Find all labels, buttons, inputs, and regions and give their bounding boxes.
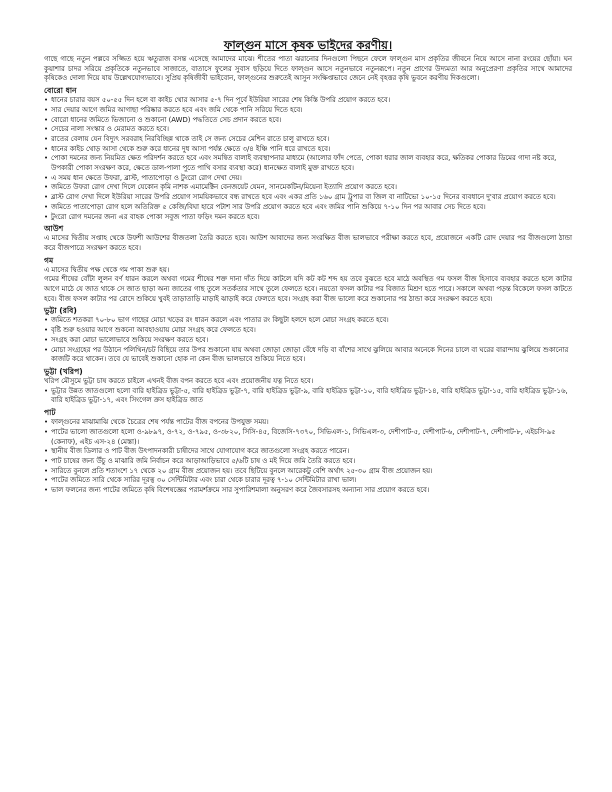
wheat-paragraph-2: গমের শীষের বোঁটা লুলন বর্ণ ধারন করলে অথবা গমের শীষের শক্ত দানা দাঁত দিয়ে কাটলে যদি কট কট শব্দ হয় তবে বুঝতে হবে মাঠে অবস্থিত গম ফসল বীজ হিসাবে ব্যবহার করতে হলে কাটার আগে মাঠে যে জাত থাকে সে জাত ছাড়া অন্য জাতের গাছ তুলে সতর্কতার সাথে তুলে ফেলতে হবে। নয়তো ফসল কাটার পর বিজাত মিশ্রণ হতে পারে। সকালে অথবা পড়ন্ত বিকেলে ফসল কাটতে হবে। বীজ ফসল কাটার পর রোদে শুকিয়ে খুবই তাড়াতাড়ি মাড়াই ঝাড়াই করে ফেলতে হবে। সংগ্রহ করা বীজ ভালো করে শুকানোর পর ঠান্ডা করে সংরক্ষণ করতে হবে। [44,275,572,303]
list-item: • ব্লাস্ট রোগ দেখা দিলে ইউরিয়া সারের উপরি প্রয়োগ সাময়িকভাবে বন্ধ রাখতে হবে এবং একর প্রতি ১৬০ গ্রাম ট্রুপার বা জিল বা নাটিভো ১০-১৫ দিনের ব্যবধানে দু'বার প্রয়োগ করতে হবে। [44,193,572,203]
list-item: • ভাল ফলনের জন্য পাটের জমিতে কৃষি বিশেষজ্ঞের পরামর্শক্রমে সার সুপারিশমালা অনুসরণ করে জৈবসারসহ অন্যান্য সার প্রয়োগ করতে হবে। [44,486,572,496]
list-item: • রাতের বেলায় যেন বিদ্যুৎ সরবরাহ নিরবিচ্ছিন্ন থাকে তাই সে জন্য সেচের মেশিন রাতে চালু রাখতে হবে। [44,135,572,145]
list-item: • বোরো ধানের জমিতে ভিজানো ও শুকানো (AWD) পদ্ধতিতে সেচ প্রদান করতে হবে। [44,116,572,126]
list-item: • ধানের চারার বয়স ৫০-৫৫ দিন হলে বা কাইচ থোর আসার ৫-৭ দিন পূর্বে ইউরিয়া সারের শেষ কিস্তি উপরি প্রয়োগ করতে হবে। [44,96,572,106]
list-item: • পাট চাষের জন্য উঁচু ও মাঝারি জমি নির্বাচন করে আড়াআড়িভাবে ৫/৬টি চাষ ও মই দিয়ে জমি তৈরি করতে হবে। [44,457,572,467]
section-heading-maize-kharif: ভুট্টা (খরিপ) [44,366,83,376]
list-item: • ভুট্টার উন্নত জাতগুলো হলো বারি হাইব্রিড ভুট্টা-৫, বারি হাইব্রিড ভুট্টা-৭, বারি হাইব্রিড ভুট্টা-৯, বারি হাইব্রিড ভুট্টা-১০, বারি হাইব্রিড ভুট্টা-১৪, বারি হাইব্রিড ভুট্টা-১৫, বারি হাইব্রিড ভুট্টা-১৬, বারি হাইব্রিড ভুট্টা-১৭, এবং সিংগেল ক্রস হাইব্রিড জাত [44,387,572,406]
list-item: • সেচের নালা সংস্কার ও মেরামত করতে হবে। [44,125,572,135]
list-item: • পাটের ভালো জাতগুলো হলো ও-৯৮৯৭, ও-৭২, ও-৭৯৫, ও-৩৮২০, সিসি-৪৫, বিজেসি-৭৩৭০, সিভিএল-১, সিভিএল-৩, দেশীপাট-৫, দেশীপাট-৬, দেশীপাট-৭, দেশীপাট-৮, এইচসি-৯৫ (কেনাফ), এইচ এস-২৪ (মেস্তা)। [44,428,572,447]
section-heading-boro: বোরো ধান [44,86,77,96]
list-item: • মোচা সংগ্রহের পর উঠানে পলিথিন/চট বিছিয়ে তার উপর শুকানো যায় অথবা জোড়া জোড়া বেঁধে দড়ি বা বাঁশের সাথে ঝুলিয়ে আবার অনেকে দিনের চালে বা ঘরের বারান্দায় ঝুলিয়ে শুকানোর কাজটি করে থাকেন। তবে যে ভাবেই শুকানো হোক না কেন বীজ ভালভাবে শুকিয়ে নিতে হবে। [44,346,572,365]
section-heading-maize-rabi: ভুট্টা (রবি) [44,306,77,316]
list-item: • জমিতে পাতাপোড়া রোগ হলে অতিরিক্ত ৫ কেজি/বিঘা হারে পটাশ সার উপরি প্রয়োগ করতে হবে এবং জমির পানি শুকিয়ে ৭-১০ দিন পর আবার সেচ দিতে হবে। [44,203,572,213]
list-item: • পাটের জমিতে সারি থেকে সারির দূরত্ব ৩০ সেন্টিমিটার এবং চারা থেকে চারার দূরত্ব ৭-১০ সেন্টিমিটার রাখা ভাল। [44,476,572,486]
list-item: • ধানের কাইচ থোড় আসা থেকে শুরু করে ধানের দুধ আসা পর্যন্ত ক্ষেতে ৩/৪ ইঞ্চি পানি ধরে রাখতে হবে। [44,145,572,155]
list-item: • সার দেয়ার আগে জমির আগাছা পরিষ্কার করতে হবে এবং জমি থেকে পানি সরিয়ে দিতে হবে। [44,106,572,116]
list-item: • জমিতে উফরা রোগ দেখা দিলে যেকোন কৃমি নাশক এমামেক্টিন বেনজয়েট যেমন, সানমেকটিন/মিয়েনা ইত্যাদি প্রয়োগ করতে হবে। [44,183,572,193]
page-title: ফাল্গুন মাসে কৃষক ভাইদের করণীয়। [223,38,393,52]
maize-rabi-list [44,316,572,365]
list-item: • এ সময় ধান ক্ষেতে উফরা, ব্লাস্ট, পাতাপোড়া ও টুংরো রোগ দেখা দেয়। [44,174,572,184]
list-item: • টুংরো রোগ দমনের জন্য এর বাহক পোকা সবুজ পাতা ফড়িং দমন করতে হবে। [44,213,572,223]
jute-list [44,418,572,496]
section-heading-jute: পাট [44,408,56,418]
intro-paragraph: গাছে গাছে নতুন পল্লবে সজ্জিত হয়ে ঋতুরাজ বসন্ত এসেছে আমাদের মাঝে। শীতের পাতা ঝরানোর দিনগুলো পিছনে ফেলে ফাল্গুন মাস প্রকৃতির জীবনে নিয়ে আসে নানা রংয়ের ছোঁয়া। ঘন কুয়াশার চাদর সরিয়ে প্রকৃতিকে নতুনভাবে সাজাতে, বাতাসে ফুলের সুবাস ছড়িয়ে দিতে ফাল্গুন আসে নতুনভাবে নতুনরূপে। নতুন প্রাণের উদ্যমতা আর অনুপ্রেরণা প্রকৃতির সাথে আমাদের কৃষিকেও দোলা দিয়ে যায় উল্লেখযোগ্যভাবে। সুপ্রিয় কৃষিজীবী ভাইবোন, ফাল্গুনের শুরুতেই আসুন সংক্ষিপ্তভাবে জেনে নেই বৃহত্তর কৃষি ভুবনে করণীয় দিকগুলো। [44,55,572,83]
section-heading-wheat: গম [44,255,54,265]
list-item: • পোকা দমনের জন্য নিয়মিত ক্ষেত পরিদর্শন করতে হবে এবং সমন্বিত বালাই ব্যবস্থাপনার মাধ্যমে (আলোর ফাঁদ পেতে, পোকা ধরার জাল ব্যবহার করে, ক্ষতিকর পোকার ডিমের গাদা নষ্ট করে, উপকারী পোকা সংরক্ষণ করে, ক্ষেতে ডাল-পালা পুতে পাখি বসার ব্যবস্থা করে) ধানক্ষেত বালাই মুক্ত রাখতে হবে। [44,154,572,173]
list-item: • সংগ্রহ করা মোচা ভালোভাবে শুকিয়ে সংরক্ষণ করতে হবে। [44,336,572,346]
aus-paragraph: এ মাসের দ্বিতীয় সপ্তাহ থেকে উফশী আউশের বীজতলা তৈরি করতে হবে। আউশ আবাদের জন্য সংরক্ষিত বীজ ভালভাবে পরীক্ষা করতে হবে, প্রয়োজনে একটি রোদ দেয়ার পর বীজগুলো ঠান্ডা করে বীজপাত্রে সংরক্ষণ করতে হবে। [44,234,572,252]
list-item: • স্থানীয় বীজ ডিলার ও পাট বীজ উৎপাদনকারী চাষীদের সাথে যোগাযোগ করে জাতগুলো সংগ্রহ করতে পারেন। [44,447,572,457]
list-item: • বৃষ্টি শুরু হওয়ার আগে শুকনো আবহাওয়ায় মোচা সংগ্রহ করে ফেলতে হবে। [44,326,572,336]
boro-list [44,96,572,222]
maize-kharif-list [44,387,572,406]
list-item: • ফাল্গুনের মাঝামাঝি থেকে চৈত্রের শেষ পর্যন্ত পাটের বীজ বপনের উপযুক্ত সময়। [44,418,572,428]
section-heading-aus: আউশ [44,224,64,234]
maize-kharif-paragraph: খরিপ মৌসুমে ভুট্টা চাষ করতে চাইলে এখনই বীজ বপন করতে হবে এবং প্রয়োজনীয় যত্ন নিতে হবে। [44,376,314,385]
list-item: • সারিতে বুনলে প্রতি শতাংশে ১৭ থেকে ২০ গ্রাম বীজ প্রয়োজন হয়। তবে ছিটিয়ে বুনলে আরেকটু বেশি অর্থাৎ ২৫-৩০ গ্রাম বীজ প্রয়োজন হয়। [44,467,572,477]
list-item: • জমিতে শতকরা ৭০-৮০ ভাগ গাছের মোচা খড়ের রং ধারন করলে এবং পাতার রং কিছুটা হলদে হলে মোচা সংগ্রহ করতে হবে। [44,316,572,326]
wheat-paragraph-1: এ মাসের দ্বিতীয় পক্ষ থেকে গম পাকা শুরু হয়। [44,265,170,274]
document-page [44,38,572,496]
